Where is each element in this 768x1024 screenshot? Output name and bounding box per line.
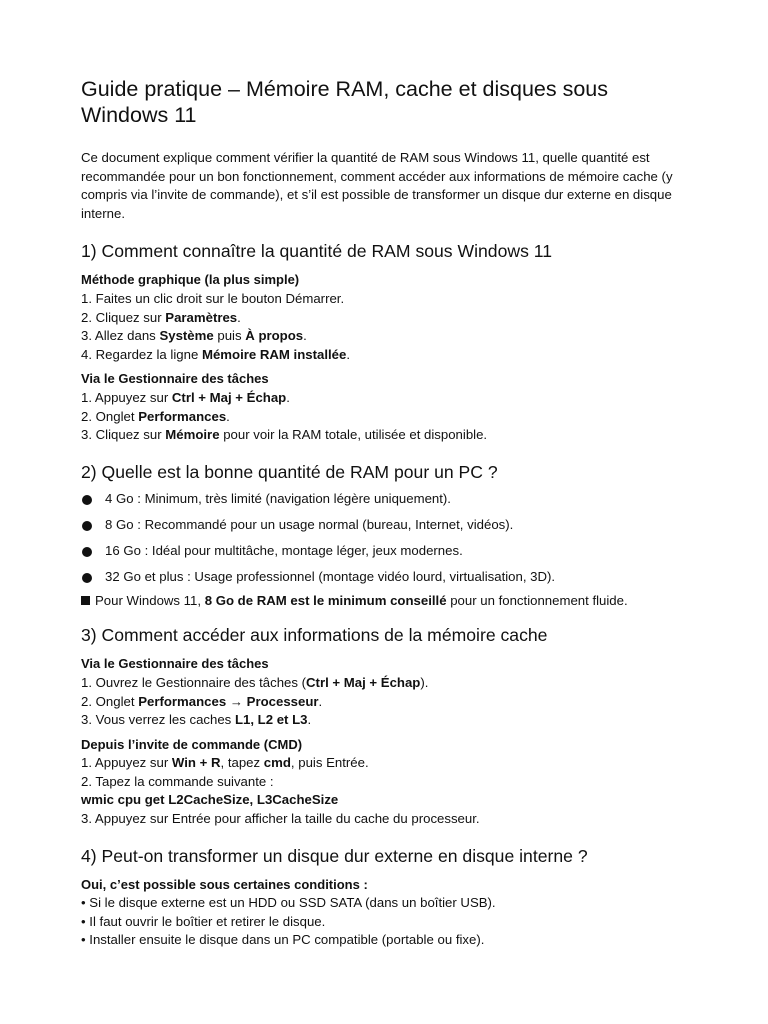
ram-option-item — [81, 565, 688, 591]
bullet-dot-icon — [82, 573, 92, 583]
task-manager-title: Via le Gestionnaire des tâches — [81, 371, 269, 387]
section-3-heading: 3) Comment accéder aux informations de la mémoire cache — [81, 625, 548, 646]
step-text: . — [303, 328, 307, 344]
intro-paragraph: Ce document explique comment vérifier la quantité de RAM sous Windows 11, quelle quantité est recommandée pour un bon fonctionnement, comment accéder aux informations de mémoire cache (y compris via l’invite de commande), et s’il est possible de transformer un disque dur externe en disque interne. — [81, 150, 673, 221]
step-emphasis: Système — [159, 328, 214, 344]
step-line — [81, 693, 688, 712]
step-text: 3. Allez dans — [81, 328, 160, 344]
bullet-dot-icon — [82, 521, 92, 531]
ram-option-item — [81, 513, 688, 539]
step-emphasis: Performances → Processeur — [138, 693, 319, 709]
section-1-heading: 1) Comment connaître la quantité de RAM sous Windows 11 — [81, 241, 553, 262]
step-text: 1. Ouvrez le Gestionnaire des tâches ( — [81, 674, 307, 690]
square-bullet-icon — [81, 596, 90, 605]
step-line — [81, 389, 688, 408]
step-emphasis: Paramètres — [165, 309, 238, 325]
step-text: , puis Entrée. — [290, 755, 369, 771]
step-text: . — [286, 389, 290, 405]
step-text: 4. Regardez la ligne — [81, 346, 202, 362]
step-line — [81, 346, 688, 365]
bullet-dot-icon — [82, 495, 92, 505]
step-emphasis: Mémoire RAM installée — [201, 346, 347, 362]
step-line — [81, 426, 688, 445]
section-2-heading: 2) Quelle est la bonne quantité de RAM pour un PC ? — [81, 461, 498, 482]
ram-option-text: 4 Go : Minimum, très limité (navigation légère uniquement). — [105, 491, 451, 507]
step-line — [81, 754, 688, 773]
step-emphasis: Ctrl + Maj + Échap — [306, 674, 421, 690]
step-text: 1. Appuyez sur — [81, 389, 172, 405]
windows11-ram-note — [81, 592, 688, 611]
step-emphasis: L1, L2 et L3 — [234, 712, 308, 728]
step-emphasis: À propos — [245, 328, 304, 344]
step-text: . — [318, 693, 323, 709]
ram-option-text: 8 Go : Recommandé pour un usage normal (bureau, Internet, vidéos). — [105, 517, 514, 533]
condition-item: • Si le disque externe est un HDD ou SSD SATA (dans un boîtier USB). — [81, 895, 496, 911]
step-line — [81, 711, 688, 730]
step-text: . — [346, 346, 351, 362]
step-text: 2. Cliquez sur — [81, 309, 166, 325]
step-line: 2. Tapez la commande suivante : — [81, 773, 274, 789]
step-text: pour voir la RAM totale, utilisée et disponible. — [219, 427, 488, 443]
step-line — [81, 327, 688, 346]
conditions-title: Oui, c’est possible sous certaines conditions : — [81, 876, 368, 892]
step-line — [81, 408, 688, 427]
step-text: . — [226, 408, 230, 424]
step-text: 3. Vous verrez les caches — [81, 712, 235, 728]
graphical-method-title: Méthode graphique (la plus simple) — [81, 272, 300, 288]
step-text: 2. Onglet — [81, 408, 139, 424]
condition-item: • Installer ensuite le disque dans un PC compatible (portable ou fixe). — [81, 932, 485, 948]
section-4-heading: 4) Peut-on transformer un disque dur externe en disque interne ? — [81, 845, 588, 866]
bullet-dot-icon — [82, 547, 92, 557]
note-text: Pour Windows 11, — [95, 592, 205, 608]
step-emphasis: Mémoire — [165, 427, 220, 443]
ram-option-text: 16 Go : Idéal pour multitâche, montage léger, jeux modernes. — [105, 543, 463, 559]
step-line — [81, 674, 688, 693]
ram-option-item — [81, 487, 688, 513]
step-text: . — [237, 309, 241, 325]
cmd-method-title: Depuis l’invite de commande (CMD) — [81, 736, 303, 752]
document-title: Guide pratique – Mémoire RAM, cache et disques sous Windows 11 — [81, 77, 609, 127]
step-text: 2. Onglet — [81, 693, 139, 709]
step-line: 3. Appuyez sur Entrée pour afficher la taille du cache du processeur. — [81, 811, 480, 827]
step-line: 1. Faites un clic droit sur le bouton Démarrer. — [81, 290, 345, 306]
note-emphasis: 8 Go de RAM est le minimum conseillé — [204, 592, 447, 608]
step-text: puis — [213, 328, 246, 344]
ram-option-item — [81, 539, 688, 565]
step-emphasis: Performances — [138, 408, 227, 424]
step-emphasis: Ctrl + Maj + Échap — [171, 389, 287, 405]
condition-item: • Il faut ouvrir le boîtier et retirer le disque. — [81, 913, 326, 929]
step-line — [81, 309, 688, 328]
step-emphasis: Win + R — [171, 755, 221, 771]
cmd-command: wmic cpu get L2CacheSize, L3CacheSize — [81, 792, 339, 808]
step-text: 1. Appuyez sur — [81, 755, 172, 771]
step-text: , tapez — [220, 755, 264, 771]
step-text: ). — [420, 674, 429, 690]
step-text: . — [307, 712, 312, 728]
task-manager-title: Via le Gestionnaire des tâches — [81, 656, 269, 672]
note-text: pour un fonctionnement fluide. — [446, 592, 628, 608]
ram-option-text: 32 Go et plus : Usage professionnel (montage vidéo lourd, virtualisation, 3D). — [105, 569, 556, 585]
step-text: 3. Cliquez sur — [81, 427, 166, 443]
step-emphasis: cmd — [263, 755, 291, 771]
